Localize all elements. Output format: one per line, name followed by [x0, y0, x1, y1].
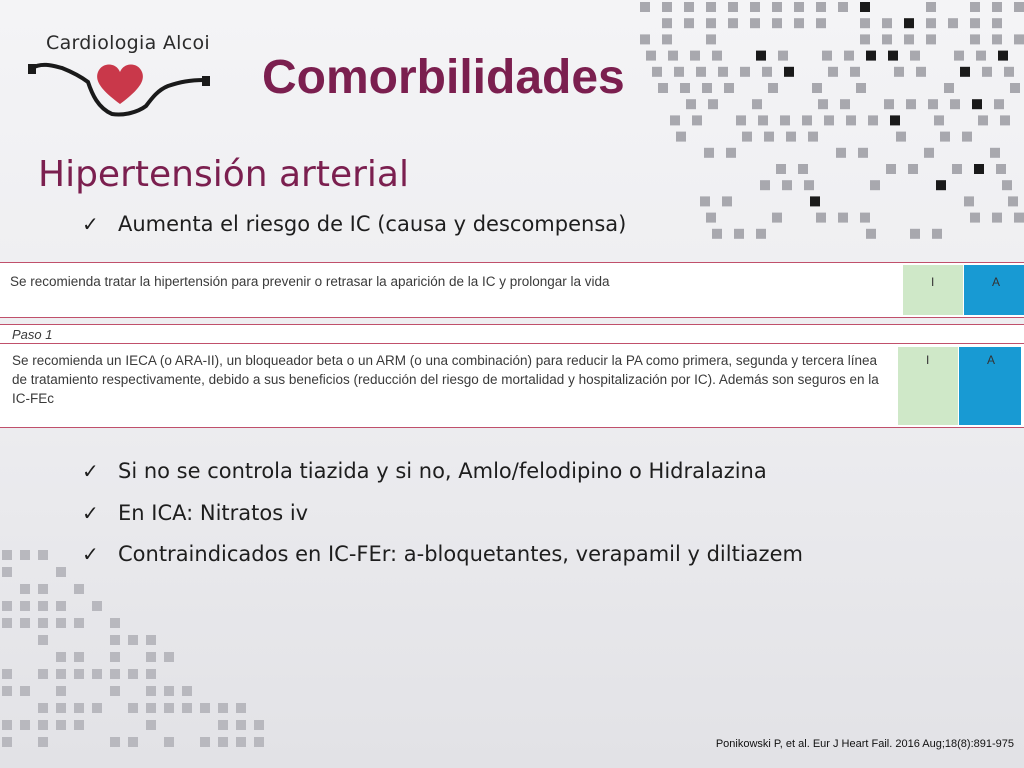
decorative-square	[110, 737, 120, 747]
level-value: A	[987, 353, 996, 367]
decorative-square	[684, 18, 694, 28]
decorative-square	[838, 213, 848, 223]
decorative-square	[1014, 213, 1024, 223]
decorative-square	[960, 67, 970, 77]
decorative-square	[2, 618, 12, 628]
decorative-square	[908, 164, 918, 174]
recommendation-row	[0, 262, 1024, 318]
decorative-square	[990, 148, 1000, 158]
decorative-square	[776, 164, 786, 174]
decorative-square	[772, 18, 782, 28]
decorative-square	[934, 115, 944, 125]
decorative-square	[838, 2, 848, 12]
bullet-text: Si no se controla tiazida y si no, Amlo/felodipino o Hidralazina	[118, 459, 767, 483]
decorative-square	[200, 737, 210, 747]
decorative-square	[718, 67, 728, 77]
decorative-square	[236, 720, 246, 730]
decorative-square	[38, 601, 48, 611]
decorative-square	[722, 196, 732, 206]
decorative-square	[910, 51, 920, 61]
decorative-square	[786, 132, 796, 142]
decorative-square	[926, 18, 936, 28]
decorative-square	[916, 67, 926, 77]
decorative-square	[836, 148, 846, 158]
decorative-square	[804, 180, 814, 190]
decorative-square	[894, 67, 904, 77]
decorative-square	[646, 51, 656, 61]
decorative-square	[944, 83, 954, 93]
decorative-square	[974, 164, 984, 174]
decorative-square	[1002, 180, 1012, 190]
decorative-square	[2, 720, 12, 730]
step-header-text: Paso 1	[12, 327, 53, 342]
decorative-square	[686, 99, 696, 109]
decorative-square	[860, 18, 870, 28]
recommendation-text: Se recomienda tratar la hipertensión para prevenir o retrasar la aparición de la IC y prolongar la vida	[10, 274, 610, 289]
decorative-square	[858, 148, 868, 158]
decorative-square	[218, 737, 228, 747]
decorative-square	[712, 229, 722, 239]
decorative-square	[38, 584, 48, 594]
decorative-square	[38, 635, 48, 645]
decorative-square	[74, 703, 84, 713]
bullet-item	[82, 501, 308, 525]
decorative-square	[992, 34, 1002, 44]
decorative-square	[696, 67, 706, 77]
decorative-square	[2, 737, 12, 747]
recommendation-table	[0, 262, 1024, 428]
decorative-square	[752, 99, 762, 109]
decorative-square	[816, 213, 826, 223]
class-value: I	[926, 353, 930, 367]
decorative-square	[756, 51, 766, 61]
decorative-square	[906, 99, 916, 109]
decorative-square	[128, 737, 138, 747]
bullet-text: En ICA: Nitratos iv	[118, 501, 309, 525]
decorative-square	[882, 18, 892, 28]
decorative-square	[236, 703, 246, 713]
decorative-square	[740, 67, 750, 77]
decorative-square	[860, 2, 870, 12]
level-cell	[959, 347, 1021, 425]
decorative-square	[146, 635, 156, 645]
decorative-square	[812, 83, 822, 93]
decorative-square	[760, 180, 770, 190]
decorative-square	[92, 601, 102, 611]
check-icon: ✓	[82, 459, 99, 483]
decorative-square	[850, 67, 860, 77]
decorative-square	[794, 2, 804, 12]
decorative-square	[676, 132, 686, 142]
decorative-square	[782, 180, 792, 190]
decorative-square	[994, 99, 1004, 109]
decorative-square	[92, 669, 102, 679]
decorative-square	[780, 115, 790, 125]
decorative-square	[970, 213, 980, 223]
decorative-square	[992, 213, 1002, 223]
decorative-square	[778, 51, 788, 61]
decorative-square	[998, 51, 1008, 61]
decorative-square	[828, 67, 838, 77]
decorative-square	[640, 2, 650, 12]
decorative-square	[2, 686, 12, 696]
decorative-square	[218, 720, 228, 730]
decorative-square	[762, 67, 772, 77]
decorative-square	[712, 51, 722, 61]
decorative-square	[816, 18, 826, 28]
decorative-square	[38, 737, 48, 747]
decorative-square	[948, 18, 958, 28]
decorative-square	[728, 18, 738, 28]
decorative-square	[802, 115, 812, 125]
decorative-square	[1014, 2, 1024, 12]
decorative-square	[784, 67, 794, 77]
bullet-item	[82, 542, 803, 566]
decorative-square	[868, 115, 878, 125]
decorative-square	[20, 550, 30, 560]
slide-title: Comorbilidades	[262, 51, 625, 104]
decorative-square	[982, 67, 992, 77]
decorative-square	[128, 635, 138, 645]
decorative-square	[772, 213, 782, 223]
decorative-square	[860, 213, 870, 223]
decorative-square	[662, 18, 672, 28]
decorative-square	[926, 2, 936, 12]
check-icon: ✓	[82, 542, 99, 566]
decorative-square	[56, 601, 66, 611]
decorative-square	[254, 737, 264, 747]
decorative-square	[684, 2, 694, 12]
decorative-square	[736, 115, 746, 125]
decorative-square	[904, 34, 914, 44]
decorative-square	[702, 83, 712, 93]
decorative-square	[20, 686, 30, 696]
decorative-square	[658, 83, 668, 93]
decorative-square	[810, 196, 820, 206]
decorative-square	[20, 618, 30, 628]
decorative-square	[886, 164, 896, 174]
decorative-square	[750, 18, 760, 28]
decorative-square	[808, 132, 818, 142]
decorative-square	[940, 132, 950, 142]
decorative-square	[20, 601, 30, 611]
decorative-square	[742, 132, 752, 142]
decorative-square	[20, 720, 30, 730]
decorative-square	[20, 584, 30, 594]
section-subtitle: Hipertensión arterial	[38, 154, 409, 195]
decorative-square	[910, 229, 920, 239]
decorative-square	[856, 83, 866, 93]
decorative-square	[128, 669, 138, 679]
decorative-square	[164, 737, 174, 747]
decorative-square	[846, 115, 856, 125]
decorative-square	[200, 703, 210, 713]
decorative-square	[706, 34, 716, 44]
decorative-square	[822, 51, 832, 61]
decorative-square	[652, 67, 662, 77]
decorative-square	[1000, 115, 1010, 125]
decorative-square	[56, 703, 66, 713]
decorative-square	[56, 652, 66, 662]
check-icon: ✓	[82, 212, 99, 236]
check-icon: ✓	[82, 501, 99, 525]
decorative-square	[92, 703, 102, 713]
decorative-square	[182, 686, 192, 696]
decorative-square	[952, 164, 962, 174]
decorative-square	[882, 34, 892, 44]
decorative-square	[704, 148, 714, 158]
decorative-square	[950, 99, 960, 109]
class-cell	[903, 265, 963, 315]
decorative-square	[970, 2, 980, 12]
decorative-square	[2, 550, 12, 560]
decorative-square	[896, 132, 906, 142]
decorative-square	[74, 669, 84, 679]
decorative-square	[74, 720, 84, 730]
decorative-square	[680, 83, 690, 93]
decorative-square	[38, 720, 48, 730]
decorative-square	[860, 34, 870, 44]
decorative-square	[926, 34, 936, 44]
decorative-square	[146, 669, 156, 679]
decorative-square	[818, 99, 828, 109]
decorative-square	[74, 584, 84, 594]
decorative-square	[758, 115, 768, 125]
recommendation-text: Se recomienda un IECA (o ARA-II), un bloqueador beta o un ARM (o una combinación) para reducir la PA como primera, segunda y tercera línea de tratamiento respectivamente, debido a sus beneficios (reducción del riesgo de mortalidad y hospitalización por IC). Además son seguros en la IC-FEc	[12, 353, 879, 406]
decorative-square	[690, 51, 700, 61]
decorative-square	[56, 720, 66, 730]
step-header	[0, 325, 1024, 344]
decorative-square	[38, 703, 48, 713]
decorative-square	[668, 51, 678, 61]
decorative-square	[844, 51, 854, 61]
decorative-square	[890, 115, 900, 125]
decorative-square	[146, 720, 156, 730]
decorative-square	[996, 164, 1006, 174]
citation: Ponikowski P, et al. Eur J Heart Fail. 2016 Aug;18(8):891-975	[715, 738, 1014, 750]
decorative-square	[954, 51, 964, 61]
decorative-square	[1008, 196, 1018, 206]
decorative-square	[976, 51, 986, 61]
decorative-square	[964, 196, 974, 206]
decorative-square	[110, 618, 120, 628]
decorative-square	[866, 229, 876, 239]
decorative-square	[904, 18, 914, 28]
decorative-square	[870, 180, 880, 190]
level-cell	[964, 265, 1024, 315]
decorative-square	[56, 618, 66, 628]
decorative-square	[38, 618, 48, 628]
decorative-square	[764, 132, 774, 142]
decorative-square	[662, 2, 672, 12]
decorative-square	[2, 601, 12, 611]
decorative-square	[164, 652, 174, 662]
decorative-square	[962, 132, 972, 142]
decorative-square	[816, 2, 826, 12]
decorative-square	[110, 686, 120, 696]
decorative-square	[756, 229, 766, 239]
decorative-square	[840, 99, 850, 109]
class-value: I	[931, 275, 935, 289]
decorative-square	[56, 567, 66, 577]
decorative-square	[708, 99, 718, 109]
decorative-square	[936, 180, 946, 190]
decorative-square	[706, 2, 716, 12]
logo-text: Cardiologia Alcoi	[46, 32, 211, 54]
level-value: A	[992, 275, 1001, 289]
decorative-square	[128, 703, 138, 713]
decorative-square	[970, 18, 980, 28]
decorative-square	[884, 99, 894, 109]
decorative-square	[888, 51, 898, 61]
decorative-square	[146, 652, 156, 662]
decorative-square	[670, 115, 680, 125]
bullet-item	[82, 459, 767, 483]
decorative-square	[1010, 83, 1020, 93]
decorative-square	[924, 148, 934, 158]
decorative-square	[38, 550, 48, 560]
decorative-square	[724, 83, 734, 93]
decorative-square	[146, 703, 156, 713]
decorative-square	[74, 618, 84, 628]
decorative-square	[824, 115, 834, 125]
decorative-square	[734, 229, 744, 239]
decorative-square	[236, 737, 246, 747]
bullet-text: Aumenta el riesgo de IC (causa y descompensa)	[118, 212, 627, 236]
decorative-square	[218, 703, 228, 713]
decorative-square	[640, 34, 650, 44]
decorative-square	[1004, 67, 1014, 77]
decorative-square	[992, 18, 1002, 28]
decorative-square	[972, 99, 982, 109]
cardiologia-alcoi-logo	[28, 30, 212, 122]
decorative-square	[992, 2, 1002, 12]
decorative-square	[794, 18, 804, 28]
decorative-square	[2, 567, 12, 577]
decorative-square	[866, 51, 876, 61]
decorative-square	[110, 635, 120, 645]
decorative-square	[750, 2, 760, 12]
decorative-square	[56, 686, 66, 696]
decorative-square	[768, 83, 778, 93]
decorative-square	[798, 164, 808, 174]
decorative-square	[254, 720, 264, 730]
heart-logo-icon	[28, 50, 212, 122]
decorative-square	[2, 669, 12, 679]
decorative-square	[38, 669, 48, 679]
decorative-square	[706, 213, 716, 223]
decorative-square	[772, 2, 782, 12]
class-cell	[898, 347, 958, 425]
decorative-square	[726, 148, 736, 158]
decorative-square	[674, 67, 684, 77]
bullet-item	[82, 212, 626, 236]
decorative-square	[728, 2, 738, 12]
decorative-square	[692, 115, 702, 125]
decorative-square	[146, 686, 156, 696]
decorative-square	[706, 18, 716, 28]
decorative-square	[56, 669, 66, 679]
recommendation-row	[0, 324, 1024, 428]
decorative-square	[1014, 34, 1024, 44]
decorative-square	[932, 229, 942, 239]
decorative-square	[700, 196, 710, 206]
decorative-square	[110, 652, 120, 662]
decorative-square	[662, 34, 672, 44]
bullet-text: Contraindicados en IC-FEr: a-bloquetantes, verapamil y diltiazem	[118, 542, 803, 566]
decorative-square	[164, 703, 174, 713]
decorative-square	[182, 703, 192, 713]
decorative-square	[164, 686, 174, 696]
decorative-square	[74, 652, 84, 662]
decorative-square	[110, 669, 120, 679]
decorative-square	[928, 99, 938, 109]
decorative-square	[978, 115, 988, 125]
decorative-square	[970, 34, 980, 44]
